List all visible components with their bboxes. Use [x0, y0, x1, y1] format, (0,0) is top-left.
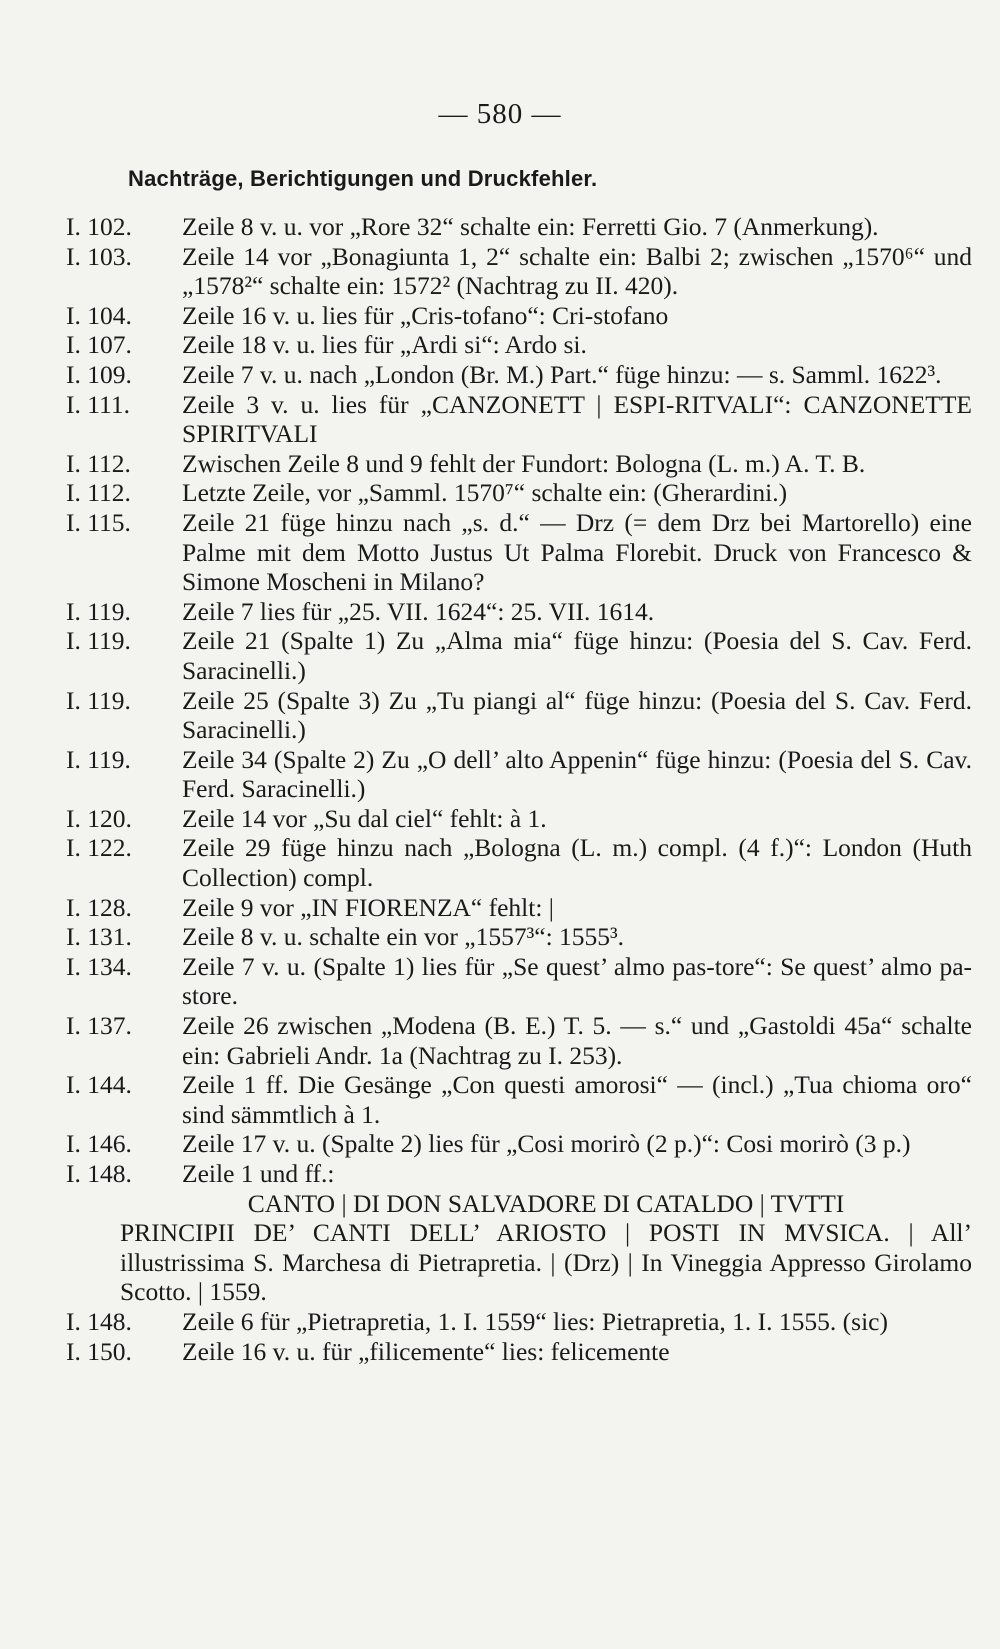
- entry-text: Zeile 14 vor „Bonagiunta 1, 2“ schalte ein: Balbi 2; zwischen „1570⁶“ und „1578²“ schalte ein: 1572² (Nachtrag zu II. 420).: [182, 241, 972, 301]
- correction-entry: [66, 360, 972, 390]
- correction-entry: [66, 686, 972, 745]
- correction-entry: [66, 1307, 972, 1337]
- correction-entry: [66, 1129, 972, 1159]
- entry-reference: I. 137.: [66, 1011, 132, 1041]
- section-heading: Nachträge, Berichtigungen und Druckfehler.: [128, 166, 598, 191]
- entry-reference: I. 119.: [66, 685, 131, 715]
- entry-text: Zeile 25 (Spalte 3) Zu „Tu piangi al“ füge hinzu: (Poesia del S. Cav. Ferd. Saracinelli.): [182, 685, 972, 745]
- entry-text: Zeile 7 v. u. nach „London (Br. M.) Part.“ füge hinzu: — s. Samml. 1622³.: [182, 359, 942, 389]
- correction-entry: [66, 804, 972, 834]
- entry-text: Zeile 1 ff. Die Gesänge „Con questi amorosi“ — (incl.) „Tua chioma oro“ sind sämmtlich à 1.: [182, 1070, 972, 1129]
- entry-text: Zeile 7 v. u. (Spalte 1) lies für „Se quest’ almo pas-tore“: Se quest’ almo pa-store.: [182, 951, 972, 1011]
- entry-reference: I. 119.: [66, 596, 131, 626]
- entry-text: Zeile 7 lies für „25. VII. 1624“: 25. VII. 1614.: [182, 596, 655, 626]
- entry-reference: I. 148.: [66, 1306, 132, 1336]
- entry-reference: I. 112.: [66, 478, 131, 508]
- entry-reference: I. 119.: [66, 744, 131, 774]
- title-transcription-block: [120, 1189, 972, 1307]
- entry-reference: I. 120.: [66, 803, 132, 833]
- entry-reference: I. 107.: [66, 330, 132, 360]
- correction-entry: [66, 597, 972, 627]
- entry-reference: I. 104.: [66, 300, 132, 330]
- entry-reference: I. 150.: [66, 1336, 132, 1366]
- entry-text: Zeile 9 vor „IN FIORENZA“ fehlt: |: [182, 892, 554, 922]
- correction-entry: [66, 330, 972, 360]
- correction-entry: [66, 478, 972, 508]
- entry-reference: I. 148.: [66, 1159, 132, 1188]
- entry-text: Zeile 21 (Spalte 1) Zu „Alma mia“ füge hinzu: (Poesia del S. Cav. Ferd. Saracinelli.): [182, 626, 972, 685]
- entry-text: Zeile 29 füge hinzu nach „Bologna (L. m.) compl. (4 f.)“: London (Huth Collection) compl.: [182, 833, 972, 893]
- correction-entry: [66, 833, 972, 892]
- correction-entry: [66, 212, 972, 242]
- correction-entry: [66, 301, 972, 331]
- correction-entry: [66, 1337, 972, 1367]
- corrections-list: [66, 212, 972, 1366]
- entry-text: Zeile 16 v. u. für „filicemente“ lies: felicemente: [182, 1336, 670, 1366]
- correction-entry: [66, 745, 972, 804]
- entry-text: Zeile 3 v. u. lies für „CANZONETT | ESPI-RITVALI“: CANZONETTE SPIRITVALI: [182, 389, 972, 449]
- entry-reference: I. 144.: [66, 1070, 132, 1100]
- entry-text: Zeile 34 (Spalte 2) Zu „O dell’ alto Appenin“ füge hinzu: (Poesia del S. Cav. Ferd. Saracinelli.): [182, 744, 972, 804]
- entry-text: Zeile 1 und ff.:: [182, 1159, 335, 1188]
- entry-reference: I. 109.: [66, 359, 132, 389]
- entry-text: Zeile 6 für „Pietrapretia, 1. I. 1559“ lies: Pietrapretia, 1. I. 1555. (sic): [182, 1306, 888, 1336]
- entry-reference: I. 111.: [66, 389, 130, 419]
- entry-reference: I. 115.: [66, 507, 131, 537]
- entry-text: Zeile 17 v. u. (Spalte 2) lies für „Cosi morirò (2 p.)“: Cosi morirò (3 p.): [182, 1129, 911, 1159]
- title-transcription-line: CANTO | DI DON SALVADORE DI CATALDO | TVTTI: [247, 1188, 845, 1218]
- correction-entry: [66, 1011, 972, 1070]
- correction-entry: [66, 449, 972, 479]
- entry-text: Zeile 14 vor „Su dal ciel“ fehlt: à 1.: [182, 803, 547, 833]
- correction-entry: [66, 893, 972, 923]
- entry-text: Zeile 18 v. u. lies für „Ardi si“: Ardo si.: [182, 330, 587, 360]
- entry-text: Zwischen Zeile 8 und 9 fehlt der Fundort: Bologna (L. m.) A. T. B.: [182, 448, 866, 478]
- correction-entry: [66, 626, 972, 685]
- entry-reference: I. 112.: [66, 448, 131, 478]
- entry-text: Zeile 21 füge hinzu nach „s. d.“ — Drz (= dem Drz bei Martorello) eine Palme mit dem Motto Justus Ut Palma Florebit. Druck von Francesco & Simone Moscheni in Milano?: [182, 507, 972, 597]
- entry-reference: I. 131.: [66, 922, 132, 952]
- entry-text: Zeile 8 v. u. schalte ein vor „1557³“: 1555³.: [182, 922, 625, 952]
- correction-entry: [66, 952, 972, 1011]
- page-number: — 580 —: [438, 98, 562, 130]
- correction-entry: [66, 242, 972, 301]
- entry-text: Zeile 8 v. u. vor „Rore 32“ schalte ein: Ferretti Gio. 7 (Anmerkung).: [182, 212, 879, 241]
- correction-entry: [66, 1070, 972, 1129]
- title-transcription-rest: PRINCIPII DE’ CANTI DELL’ ARIOSTO | POSTI IN MVSICA. | All’ illustrissima S. Marchesa di Pietrapretia. | (Drz) | In Vineggia Appresso Girolamo Scotto. | 1559.: [120, 1218, 972, 1307]
- entry-text: Zeile 16 v. u. lies für „Cris-tofano“: Cri-stofano: [182, 300, 669, 330]
- entry-text: Zeile 26 zwischen „Modena (B. E.) T. 5. — s.“ und „Gastoldi 45a“ schalte ein: Gabrieli Andr. 1a (Nachtrag zu I. 253).: [182, 1011, 972, 1070]
- entry-reference: I. 103.: [66, 241, 132, 271]
- entry-reference: I. 102.: [66, 212, 132, 241]
- entry-reference: I. 146.: [66, 1129, 132, 1159]
- correction-entry: [66, 1159, 972, 1189]
- entry-reference: I. 122.: [66, 833, 132, 863]
- entry-reference: I. 119.: [66, 626, 131, 656]
- correction-entry: [66, 508, 972, 597]
- entry-reference: I. 134.: [66, 951, 132, 981]
- entry-text: Letzte Zeile, vor „Samml. 1570⁷“ schalte ein: (Gherardini.): [182, 478, 788, 508]
- correction-entry: [66, 922, 972, 952]
- entry-reference: I. 128.: [66, 892, 132, 922]
- correction-entry: [66, 390, 972, 449]
